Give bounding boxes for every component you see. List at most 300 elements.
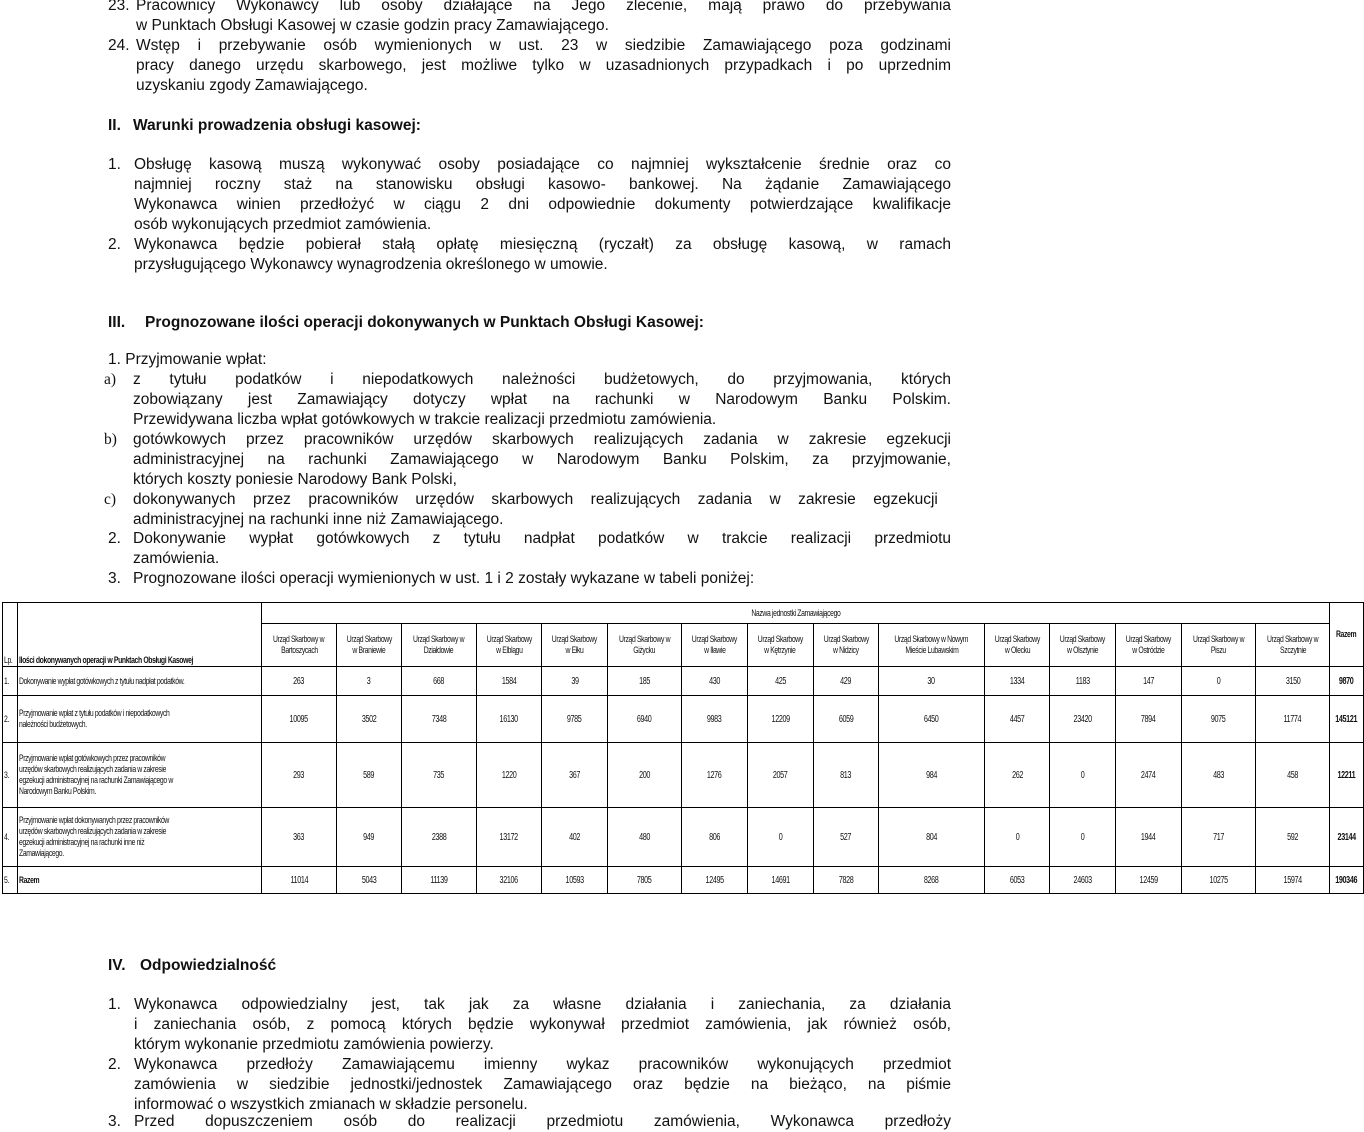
section-3-sub-a-line <box>133 370 951 390</box>
row-value-text: 949 <box>363 831 375 843</box>
row-lp <box>3 696 18 743</box>
office-header <box>747 624 813 667</box>
row-label <box>17 696 262 743</box>
section-2-item-1-line <box>134 175 951 195</box>
office-name-text: Urząd Skarbowy w <box>273 634 325 645</box>
row-value <box>813 867 879 894</box>
section-3-item-2-line <box>133 529 951 549</box>
row-value-text: 480 <box>639 831 651 843</box>
office-header <box>682 624 748 667</box>
row-value-text: 11139 <box>430 874 448 886</box>
row-value-text: 1220 <box>501 769 517 781</box>
section-3-sub-a-line <box>133 410 951 430</box>
row-value <box>1050 743 1116 808</box>
row-value <box>747 867 813 894</box>
row-value <box>1256 808 1330 867</box>
row-value <box>1116 743 1182 808</box>
row-value <box>262 667 336 696</box>
office-name-text: Urząd Skarbowy w <box>413 634 465 645</box>
row-lp-text: 1. <box>4 675 9 687</box>
section-3-sub-a-text: zobowiązany jest Zamawiający dotyczy wpłat na rachunki w Narodowym Banku Polskim. <box>133 391 951 408</box>
office-header <box>1181 624 1255 667</box>
section-3-number: III. <box>108 314 126 331</box>
office-name-text: Urząd Skarbowy w Nowym <box>894 634 969 645</box>
row-value-text: 200 <box>639 769 651 781</box>
row-total-text: 12211 <box>1337 769 1356 781</box>
row-value-text: 804 <box>926 831 937 843</box>
section-3-item-2-text: Dokonywanie wypłat gotówkowych z tytułu nadpłat podatków w trakcie realizacji przedmiotu <box>133 530 951 547</box>
total-header <box>1330 603 1363 667</box>
row-value-text: 12209 <box>771 713 790 725</box>
row-value-text: 2474 <box>1141 769 1156 781</box>
office-header-line <box>683 634 746 645</box>
row-value <box>879 696 985 743</box>
section-2-item-2-line <box>134 235 951 255</box>
row-value-text: 592 <box>1287 831 1299 843</box>
row-value-text: 367 <box>569 769 581 781</box>
row-total-text: 23144 <box>1337 831 1356 843</box>
row-value <box>476 808 542 867</box>
section-3-sub-c-line <box>133 490 951 510</box>
row-value <box>402 667 476 696</box>
row-value <box>813 696 879 743</box>
row-value-text: 6450 <box>924 713 939 725</box>
office-name-text: Piszu <box>1211 645 1226 656</box>
row-value <box>1050 867 1116 894</box>
section-2-item-2-text: Wykonawca będzie pobierał stałą opłatę miesięczną (ryczałt) za obsługę kasową, w ramach <box>134 236 951 253</box>
office-name-text: w Ostródzie <box>1132 645 1165 656</box>
row-value-text: 14691 <box>771 874 790 886</box>
section-2-item-1-text: Obsługę kasową muszą wykonywać osoby posiadające co najmniej wykształcenie średnie oraz co <box>134 156 951 173</box>
row-lp <box>3 867 18 894</box>
row-value <box>682 667 748 696</box>
section-4-item-1-line <box>134 995 951 1015</box>
office-header-line <box>403 634 474 645</box>
section-2-item-1-text: osób wykonujących przedmiot zamówienia. <box>134 216 432 233</box>
office-header <box>984 624 1050 667</box>
office-name-text: Urząd Skarbowy <box>757 634 803 645</box>
section-4-item-3-number: 3. <box>108 1113 121 1130</box>
row-value <box>607 808 681 867</box>
row-value <box>1050 696 1116 743</box>
row-value-text: 13172 <box>499 831 519 843</box>
row-label <box>17 808 262 867</box>
section-3-sub-b-text: gotówkowych przez pracowników urzędów skarbowych realizujących zadania w zakresie egzekucji <box>133 431 951 448</box>
section-2-item-2-text: przysługującego Wykonawcy wynagrodzenia określonego w umowie. <box>134 256 608 273</box>
section-4-item-1-number: 1. <box>108 996 121 1013</box>
row-value <box>607 696 681 743</box>
section-3-item-2-text: zamówienia. <box>133 550 220 567</box>
row-lp-text: 4. <box>4 831 9 843</box>
row-total <box>1330 743 1363 808</box>
row-value <box>1116 696 1182 743</box>
section-3-sub-b-number: b) <box>104 431 117 448</box>
row-value-text: 0 <box>1081 769 1085 781</box>
section-4-number: IV. <box>108 957 126 974</box>
row-value <box>607 667 681 696</box>
list-item-24-line <box>136 76 951 96</box>
row-value <box>476 667 542 696</box>
row-value-text: 32106 <box>499 874 519 886</box>
section-3-sub-c-text: dokonywanych przez pracowników urzędów skarbowych realizujących zadania w zakresie egzekucji <box>133 491 938 508</box>
row-value-text: 6053 <box>1009 874 1025 886</box>
row-lp <box>3 743 18 808</box>
row-value <box>1181 867 1255 894</box>
list-item-24-line <box>136 36 951 56</box>
operations-header <box>17 603 262 667</box>
row-value <box>542 808 608 867</box>
row-label <box>17 667 262 696</box>
row-value-text: 10095 <box>289 713 309 725</box>
row-label-text: Przyjmowanie wpłat z tytułu podatków i niepodatkowych należności budżetowych. <box>18 708 170 730</box>
row-value <box>542 743 608 808</box>
table-header-row <box>3 603 1364 624</box>
row-value <box>1181 808 1255 867</box>
office-header-line <box>815 634 878 645</box>
row-value-text: 1334 <box>1009 675 1025 687</box>
group-header <box>262 603 1330 624</box>
row-value-text: 4457 <box>1009 713 1025 725</box>
office-header <box>1256 624 1330 667</box>
row-value <box>402 696 476 743</box>
section-3-sub-b-text: administracyjnej na rachunki Zamawiającego w Narodowym Banku Polskim, za przyjmowanie, <box>133 451 951 468</box>
office-name-text: w Olecku <box>1004 645 1030 656</box>
office-name-text: Urząd Skarbowy <box>552 634 598 645</box>
section-4-item-2-line <box>134 1055 951 1075</box>
office-header <box>1116 624 1182 667</box>
row-value-text: 3150 <box>1285 675 1300 687</box>
row-value-text: 402 <box>569 831 581 843</box>
office-name-text: Szczytnie <box>1279 645 1306 656</box>
row-value-text: 7894 <box>1141 713 1156 725</box>
list-item-24-line <box>136 56 951 76</box>
row-value <box>607 867 681 894</box>
section-4-heading: Odpowiedzialność <box>140 957 277 974</box>
list-item-23-text: w Punktach Obsługi Kasowej w czasie godzin pracy Zamawiającego. <box>136 17 609 34</box>
table-row <box>3 867 1364 894</box>
section-3-item-3-text: Prognozowane ilości operacji wymienionych w ust. 1 i 2 zostały wykazane w tabeli poniżej: <box>133 570 755 587</box>
row-value <box>682 808 748 867</box>
office-name-text: Urząd Skarbowy <box>691 634 738 645</box>
row-value-text: 262 <box>1011 769 1023 781</box>
row-value-text: 9075 <box>1211 713 1226 725</box>
office-header-line <box>478 634 541 645</box>
row-value-text: 10593 <box>565 874 584 886</box>
section-4-item-3-line <box>134 1112 951 1132</box>
office-header <box>402 624 476 667</box>
row-value <box>542 696 608 743</box>
section-4-item-2-number: 2. <box>108 1056 121 1073</box>
section-4-item-2-text: informować o wszystkich zmianach w składzie personelu. <box>134 1096 528 1113</box>
row-value <box>262 696 336 743</box>
office-header <box>1050 624 1116 667</box>
table-row <box>3 808 1364 867</box>
office-name-text: Urząd Skarbowy <box>486 634 532 645</box>
section-2-item-1-line <box>134 195 951 215</box>
row-value-text: 39 <box>570 675 579 687</box>
office-header-line <box>986 645 1049 656</box>
row-value <box>336 696 402 743</box>
row-value-text: 0 <box>1081 831 1085 843</box>
section-3-sub-c-text: administracyjnej na rachunki inne niż Zamawiającego. <box>133 511 504 528</box>
row-value-text: 429 <box>840 675 852 687</box>
row-value-text: 11014 <box>290 874 308 886</box>
operations-table <box>2 602 1364 894</box>
row-value-text: 6059 <box>838 713 854 725</box>
table-row <box>3 696 1364 743</box>
row-value-text: 527 <box>840 831 852 843</box>
office-header-line <box>543 634 606 645</box>
row-value-text: 2057 <box>772 769 788 781</box>
section-2-item-2-number: 2. <box>108 236 121 253</box>
row-value-text: 12495 <box>705 874 724 886</box>
section-4-item-1-line <box>134 1015 951 1035</box>
section-2-number: II. <box>108 117 121 134</box>
office-header-line <box>986 634 1049 645</box>
office-name-text: w Braniewie <box>352 645 386 656</box>
row-value <box>879 808 985 867</box>
office-name-text: Działdowie <box>424 645 454 656</box>
row-value-text: 589 <box>363 769 375 781</box>
row-value-text: 1584 <box>501 675 517 687</box>
row-value <box>682 867 748 894</box>
office-header-line <box>338 634 401 645</box>
row-value-text: 147 <box>1143 675 1154 687</box>
office-name-text: Giżycku <box>633 645 656 656</box>
office-header-line <box>1117 645 1180 656</box>
row-value-text: 735 <box>433 769 445 781</box>
row-value-text: 293 <box>293 769 305 781</box>
row-value <box>262 743 336 808</box>
row-value <box>813 743 879 808</box>
row-value <box>984 667 1050 696</box>
operations-header-text: Ilości dokonywanych operacji w Punktach Obsługi Kasowej <box>18 655 193 666</box>
office-header-line <box>609 634 680 645</box>
row-lp-text: 2. <box>4 713 9 725</box>
row-value-text: 425 <box>774 675 786 687</box>
section-4-item-2-text: zamówienia w siedzibie jednostki/jednostek Zamawiającego oraz będzie na bieżąco, na piśmie <box>134 1076 951 1093</box>
list-item-24-text: Wstęp i przebywanie osób wymienionych w ust. 23 w siedzibie Zamawiającego poza godzinami <box>136 37 951 54</box>
section-4-item-1-text: Wykonawca odpowiedzialny jest, tak jak za własne działania i zaniechania, za działania <box>134 996 951 1013</box>
section-3-sub-c-line <box>133 510 951 530</box>
row-value-text: 10275 <box>1209 874 1228 886</box>
section-3-sub-c-number: c) <box>104 491 117 508</box>
office-name-text: Bartoszycach <box>280 645 318 656</box>
office-header-line <box>683 645 746 656</box>
office-name-text: Urząd Skarbowy <box>1125 634 1172 645</box>
office-name-text: Mieście Lubawskim <box>904 645 959 656</box>
office-header-line <box>478 645 541 656</box>
list-item-24-text: pracy danego urzędu skarbowego, jest możliwe tylko w uzasadnionych przypadkach i po uprzednim <box>136 57 951 74</box>
section-3-sub-b-line <box>133 450 951 470</box>
row-value-text: 7348 <box>431 713 447 725</box>
section-4-item-1-text: którym wykonanie przedmiotu zamówienia powierzy. <box>134 1036 494 1053</box>
row-value <box>1256 867 1330 894</box>
row-value <box>1116 667 1182 696</box>
row-value <box>402 808 476 867</box>
row-lp-text: 5. <box>4 874 9 886</box>
section-3-item-2-line <box>133 549 951 569</box>
row-value <box>542 667 608 696</box>
list-item-23-text: Pracownicy Wykonawcy lub osoby działające na Jego zlecenie, mają prawo do przebywania <box>136 0 951 14</box>
office-name-text: Urząd Skarbowy w <box>1267 634 1319 645</box>
row-total <box>1330 867 1363 894</box>
section-3-heading: Prognozowane ilości operacji dokonywanych w Punktach Obsługi Kasowej: <box>145 314 704 331</box>
office-header-line <box>543 645 606 656</box>
office-header-line <box>1051 645 1114 656</box>
section-3-sub-a-text: z tytułu podatków i niepodatkowych należności budżetowych, do przyjmowania, których <box>133 371 951 388</box>
office-header-line <box>880 634 983 645</box>
row-value-text: 483 <box>1213 769 1224 781</box>
row-value <box>747 696 813 743</box>
section-4-item-2-text: Wykonawca przedłoży Zamawiającemu imienny wykaz pracowników wykonujących przedmiot <box>134 1056 951 1073</box>
row-total <box>1330 696 1363 743</box>
office-name-text: w Kętrzynie <box>764 645 796 656</box>
row-value-text: 7805 <box>637 874 652 886</box>
row-value <box>262 808 336 867</box>
list-item-23-number: 23. <box>108 0 130 14</box>
row-value-text: 24603 <box>1073 874 1092 886</box>
row-value-text: 1276 <box>707 769 722 781</box>
office-name-text: Urząd Skarbowy <box>823 634 869 645</box>
row-value <box>682 743 748 808</box>
total-header-text: Razem <box>1336 629 1357 640</box>
section-4-item-1-line <box>134 1035 951 1055</box>
row-value <box>476 867 542 894</box>
office-header-line <box>1257 645 1328 656</box>
row-total-text: 145121 <box>1335 713 1358 725</box>
office-header-line <box>263 634 334 645</box>
row-value <box>747 743 813 808</box>
row-value-text: 7828 <box>838 874 854 886</box>
office-name-text: w Nidzicy <box>833 645 859 656</box>
row-value-text: 3 <box>367 675 371 687</box>
office-header <box>262 624 336 667</box>
row-value <box>984 808 1050 867</box>
row-value-text: 717 <box>1213 831 1224 843</box>
row-value <box>1181 743 1255 808</box>
row-value <box>1050 808 1116 867</box>
office-header <box>476 624 542 667</box>
row-value-text: 23420 <box>1073 713 1092 725</box>
row-value-text: 430 <box>709 675 720 687</box>
row-value-text: 1944 <box>1141 831 1156 843</box>
office-name-text: Urząd Skarbowy w <box>618 634 671 645</box>
office-name-text: Urząd Skarbowy <box>1060 634 1106 645</box>
row-value <box>984 743 1050 808</box>
group-header-text: Nazwa jednostki Zamawiającego <box>751 607 841 619</box>
section-3-sub-a-text: Przewidywana liczba wpłat gotówkowych w trakcie realizacji przedmiotu zamówienia. <box>133 411 717 428</box>
row-value-text: 9983 <box>707 713 722 725</box>
row-value <box>984 867 1050 894</box>
row-label <box>17 867 262 894</box>
row-value <box>879 743 985 808</box>
row-value-text: 5043 <box>361 874 377 886</box>
office-header-line <box>1051 634 1114 645</box>
row-value <box>879 867 985 894</box>
section-2-item-1-line <box>134 155 951 175</box>
row-label-text: Dokonywanie wypłat gotówkowych z tytułu nadpłat podatków. <box>18 675 185 687</box>
list-item-23-line <box>136 16 951 36</box>
list-item-23-line <box>136 0 951 16</box>
row-value-text: 6940 <box>637 713 652 725</box>
office-name-text: Urząd Skarbowy <box>994 634 1040 645</box>
office-header <box>813 624 879 667</box>
office-header-line <box>749 645 812 656</box>
row-value <box>336 667 402 696</box>
section-4-item-3-text: Przed dopuszczeniem osób do realizacji przedmiotu zamówienia, Wykonawca przedłoży <box>134 1113 951 1130</box>
office-header <box>607 624 681 667</box>
row-value <box>476 743 542 808</box>
section-2-item-1-number: 1. <box>108 156 121 173</box>
lp-header <box>3 603 18 667</box>
row-value <box>1050 667 1116 696</box>
row-value-text: 0 <box>1216 675 1221 687</box>
row-value-text: 30 <box>927 675 936 687</box>
section-2-item-1-text: Wykonawca winien przedłożyć w ciągu 2 dni odpowiednie dokumenty potwierdzające kwalifikacje <box>134 196 951 213</box>
row-value <box>402 867 476 894</box>
row-total <box>1330 667 1363 696</box>
office-header-line <box>1117 634 1180 645</box>
section-3-sub-b-line <box>133 470 951 490</box>
row-value <box>813 667 879 696</box>
row-value <box>1181 667 1255 696</box>
row-label-text: Przyjmowanie wpłat dokonywanych przez pracowników urzędów skarbowych realizujących zadania w zakresie egzekucji administracyjnej na rachunki inne niż Zamawiającego. <box>18 815 169 859</box>
row-value-text: 363 <box>293 831 305 843</box>
table-row <box>3 667 1364 696</box>
section-2-item-2-line <box>134 255 951 275</box>
office-header <box>879 624 985 667</box>
list-item-24-text: uzyskaniu zgody Zamawiającego. <box>136 77 368 94</box>
row-label <box>17 743 262 808</box>
row-value <box>1181 696 1255 743</box>
office-header-line <box>749 634 812 645</box>
section-3-sub-a-number: a) <box>104 371 117 388</box>
table-row <box>3 743 1364 808</box>
row-value-text: 12459 <box>1139 874 1158 886</box>
office-header-line <box>263 645 334 656</box>
row-value-text: 15974 <box>1283 874 1302 886</box>
section-3-sub-b-line <box>133 430 951 450</box>
row-value <box>682 696 748 743</box>
row-total <box>1330 808 1363 867</box>
row-value-text: 458 <box>1287 769 1299 781</box>
row-value <box>879 667 985 696</box>
office-name-text: w Elblągu <box>495 645 523 656</box>
row-value <box>402 743 476 808</box>
row-value <box>336 808 402 867</box>
row-value <box>542 867 608 894</box>
office-header <box>336 624 402 667</box>
row-value-text: 16130 <box>499 713 519 725</box>
row-value <box>1256 667 1330 696</box>
row-value-text: 1183 <box>1075 675 1090 687</box>
office-header-line <box>1183 634 1254 645</box>
office-header-line <box>1183 645 1254 656</box>
office-name-text: w Iławie <box>703 645 726 656</box>
row-value-text: 813 <box>840 769 852 781</box>
section-3-item-3-line <box>133 569 951 589</box>
section-4-item-2-line <box>134 1075 951 1095</box>
row-value <box>1256 696 1330 743</box>
row-value-text: 3502 <box>361 713 377 725</box>
row-value-text: 668 <box>433 675 445 687</box>
row-value <box>747 808 813 867</box>
section-3-sub-b-text: których koszty poniesie Narodowy Bank Polski, <box>133 471 457 488</box>
section-3-item-1: 1. Przyjmowanie wpłat: <box>108 351 267 368</box>
office-header-line <box>609 645 680 656</box>
section-4-item-1-text: i zaniechania osób, z pomocą których będzie wykonywał przedmiot zamówienia, jak również osób, <box>134 1016 951 1033</box>
